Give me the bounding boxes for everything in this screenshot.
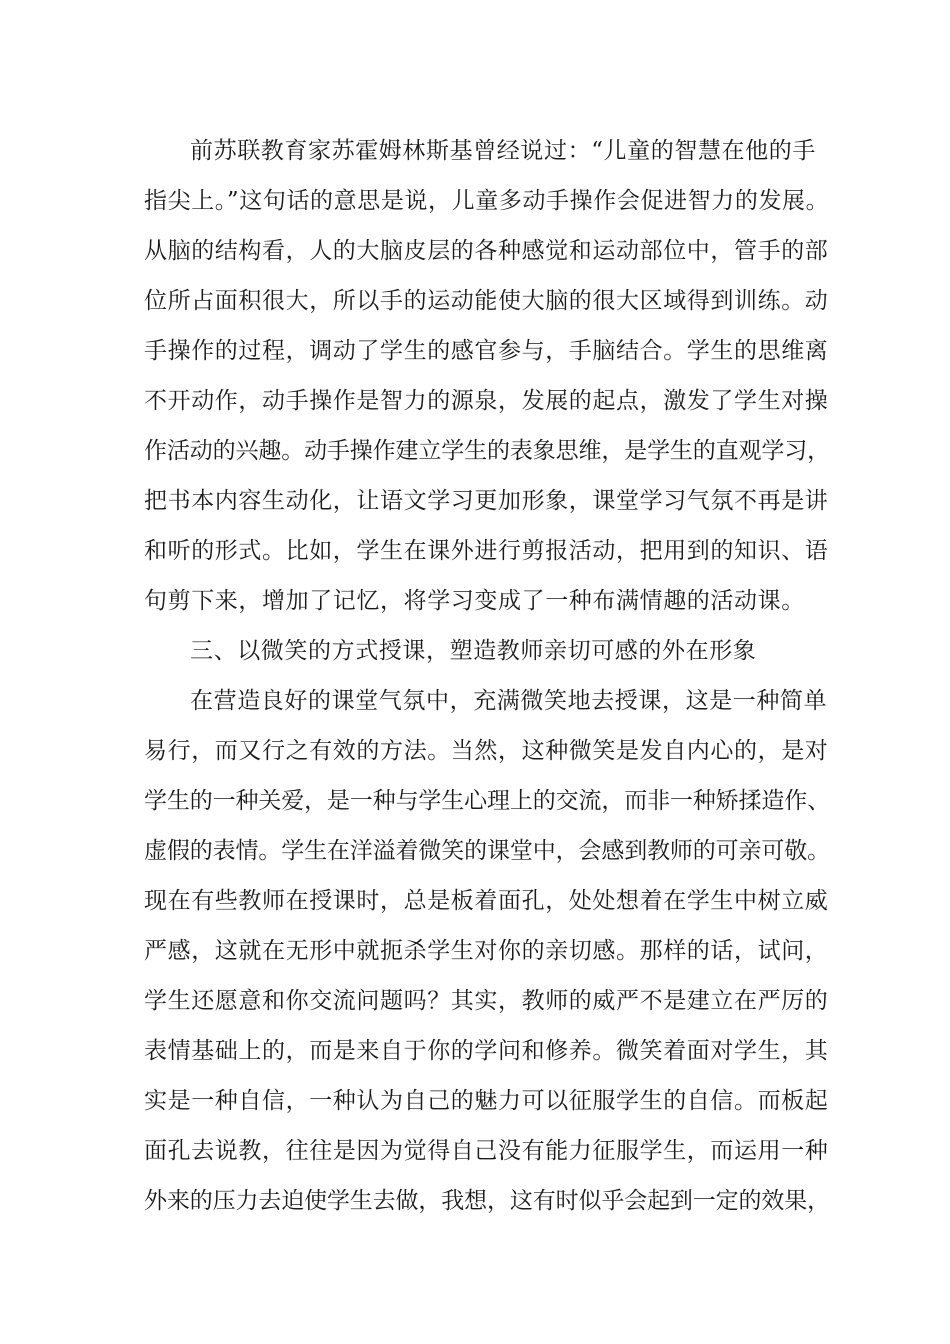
- text-line: 虚假的表情。学生在洋溢着微笑的课堂中，会感到教师的可亲可敬。: [144, 838, 831, 864]
- text-line: 现在有些教师在授课时，总是板着面孔，处处想着在学生中树立威: [144, 888, 829, 914]
- text-line: 指尖上。”这句话的意思是说，儿童多动手操作会促进智力的发展。: [144, 188, 830, 214]
- text-line: 和听的形式。比如，学生在课外进行剪报活动，把用到的知识、语: [144, 538, 829, 564]
- text-line: 作活动的兴趣。动手操作建立学生的表象思维，是学生的直观学习，: [144, 438, 831, 464]
- text-line: 位所占面积很大，所以手的运动能使大脑的很大区域得到训练。动: [144, 288, 829, 314]
- text-line: 把书本内容生动化，让语文学习更加形象，课堂学习气氛不再是讲: [144, 488, 829, 514]
- text-line: 句剪下来，增加了记忆，将学习变成了一种布满情趣的活动课。: [144, 588, 805, 614]
- text-line: 学生还愿意和你交流问题吗？其实，教师的威严不是建立在严厉的: [144, 988, 829, 1014]
- text-line: 学生的一种关爱，是一种与学生心理上的交流，而非一种矫揉造作、: [144, 788, 831, 814]
- text-line: 严感，这就在无形中就扼杀学生对你的亲切感。那样的话，试问，: [144, 938, 829, 964]
- text-line: 表情基础上的，而是来自于你的学问和修养。微笑着面对学生，其: [144, 1038, 829, 1064]
- text-line: 手操作的过程，调动了学生的感官参与，手脑结合。学生的思维离: [144, 338, 829, 364]
- text-line: 不开动作，动手操作是智力的源泉，发展的起点，激发了学生对操: [144, 388, 829, 414]
- text-line: 在营造良好的课堂气氛中，充满微笑地去授课，这是一种简单: [190, 688, 828, 714]
- section-heading: 三、以微笑的方式授课，塑造教师亲切可感的外在形象: [190, 638, 757, 664]
- text-line: 易行，而又行之有效的方法。当然，这种微笑是发自内心的，是对: [144, 738, 829, 764]
- text-line: 从脑的结构看，人的大脑皮层的各种感觉和运动部位中，管手的部: [144, 238, 829, 264]
- text-line: 前苏联教育家苏霍姆林斯基曾经说过：“儿童的智慧在他的手: [190, 138, 816, 164]
- text-line: 面孔去说教，往往是因为觉得自己没有能力征服学生，而运用一种: [144, 1138, 829, 1164]
- text-line: 实是一种自信，一种认为自己的魅力可以征服学生的自信。而板起: [144, 1088, 829, 1114]
- text-line: 外来的压力去迫使学生去做，我想，这有时似乎会起到一定的效果，: [144, 1188, 831, 1214]
